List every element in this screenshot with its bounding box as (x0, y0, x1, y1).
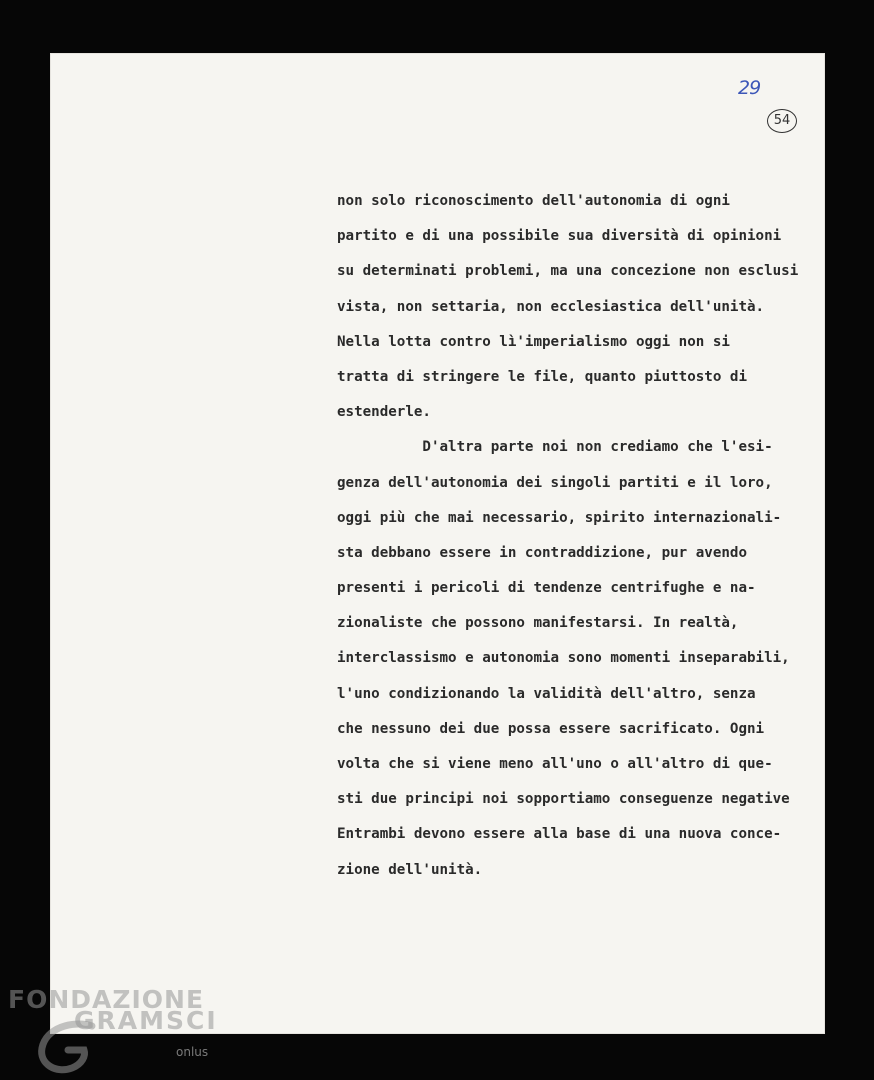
text-line: zionaliste che possono manifestarsi. In realtà, (337, 615, 739, 632)
text-line: l'uno condizionando la validità dell'altro, senza (337, 685, 756, 702)
text-line: volta che si viene meno all'uno o all'altro di que- (337, 756, 773, 772)
text-line: oggi più che mai necessario, spirito internazionali- (337, 509, 782, 526)
text-line: Nella lotta contro lì'imperialismo oggi non si (337, 333, 730, 350)
typewritten-text (337, 191, 817, 895)
text-line: presenti i pericoli di tendenze centrifughe e na- (337, 580, 756, 597)
watermark-line-2: GRAMSCI (74, 1006, 218, 1035)
text-line: Entrambi devono essere alla base di una nuova conce- (337, 826, 782, 843)
text-line: sta debbano essere in contraddizione, pur avendo (337, 544, 747, 561)
text-line: partito e di una possibile sua diversità di opinioni (337, 228, 782, 245)
document-page (50, 53, 825, 1034)
text-line: genza dell'autonomia dei singoli partiti e il loro, (337, 474, 773, 491)
text-line: non solo riconoscimento dell'autonomia di ogni (337, 193, 730, 209)
text-line: interclassismo e autonomia sono momenti inseparabili, (337, 650, 790, 667)
text-line: D'altra parte noi non crediamo che l'esi- (337, 439, 773, 456)
text-line: su determinati problemi, ma una concezione non esclusi (337, 263, 799, 280)
watermark-line-3: onlus (176, 1045, 209, 1059)
text-line: tratta di stringere le file, quanto piuttosto di (337, 368, 747, 385)
text-line: estenderle. (337, 404, 431, 421)
text-line: che nessuno dei due possa essere sacrificato. Ogni (337, 720, 765, 737)
text-line: zione dell'unità. (337, 861, 483, 878)
text-line: vista, non settaria, non ecclesiastica dell'unità. (337, 298, 765, 315)
archive-number: 29 (738, 77, 761, 99)
watermark-line-1: FONDAZIONE (8, 985, 205, 1014)
circled-page-number: 54 (767, 109, 797, 133)
foundation-watermark (8, 985, 238, 1080)
text-line: sti due principi noi sopportiamo conseguenze negative (337, 791, 790, 808)
